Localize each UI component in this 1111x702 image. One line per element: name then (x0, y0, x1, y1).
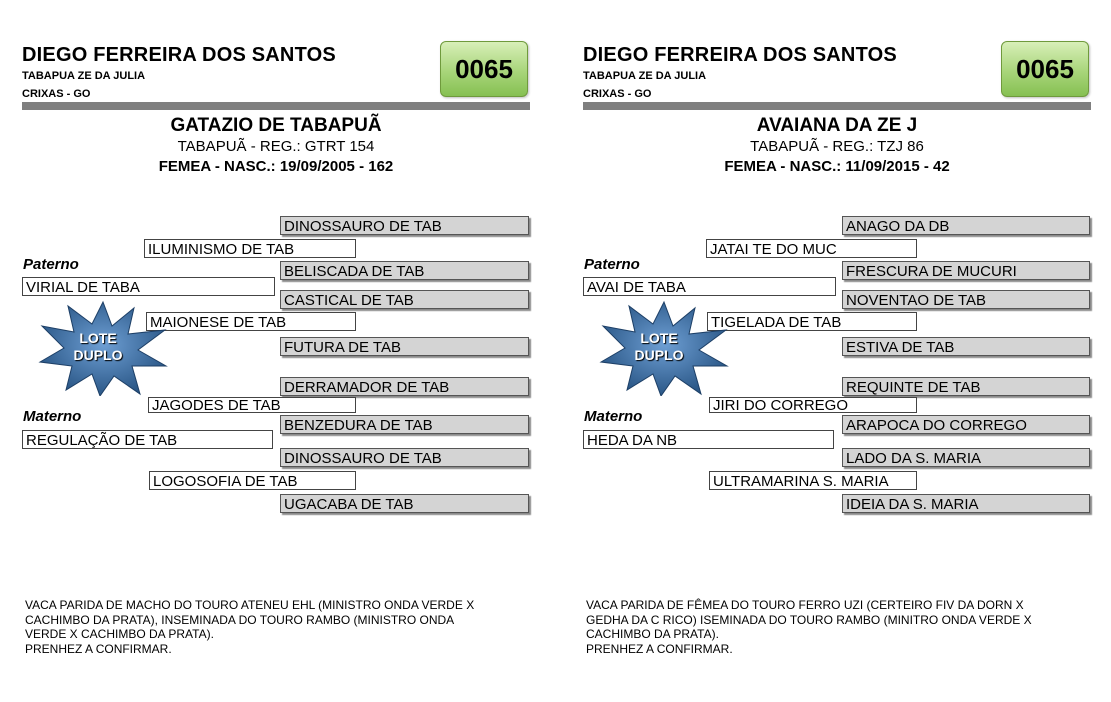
sire: VIRIAL DE TABA (22, 277, 275, 296)
materno-label: Materno (23, 408, 82, 425)
ggp-4: FUTURA DE TAB (280, 337, 529, 356)
animal-name: AVAIANA DA ZE J (756, 115, 918, 136)
sire: AVAI DE TABA (583, 277, 836, 296)
animal-registration: TABAPUÃ - REG.: TZJ 86 (750, 138, 924, 155)
ggp-6: BENZEDURA DE TAB (280, 415, 529, 434)
ggp-7: LADO DA S. MARIA (842, 448, 1090, 467)
ggp-2: BELISCADA DE TAB (280, 261, 529, 280)
ggp-3: NOVENTAO DE TAB (842, 290, 1090, 309)
animal-registration: TABAPUÃ - REG.: GTRT 154 (177, 138, 375, 155)
dam-dam: LOGOSOFIA DE TAB (149, 471, 356, 490)
paterno-label: Paterno (584, 256, 640, 273)
dam-dam: ULTRAMARINA S. MARIA (709, 471, 917, 490)
sire-sire: JATAI TE DO MUC (706, 239, 917, 258)
header-divider (583, 102, 1091, 110)
lot-number-badge: 0065 (1001, 41, 1089, 97)
ggp-1: ANAGO DA DB (842, 216, 1090, 235)
dam-sire: JIRI DO CORREGO (709, 397, 917, 413)
lot-card-right (583, 0, 1103, 702)
ggp-8: UGACABA DE TAB (280, 494, 529, 513)
ggp-6: ARAPOCA DO CORREGO (842, 415, 1090, 434)
dam-sire: JAGODES DE TAB (148, 397, 356, 413)
notes: VACA PARIDA DE FÊMEA DO TOURO FERRO UZI (CERTEIRO FIV DA DORN X GEDHA DA C RICO) ISEMINADA DO TOURO RAMBO (MINITRO ONDA VERDE X CACHIMBO DA PRATA). PRENHEZ A CONFIRMAR. (586, 598, 1032, 656)
lot-number-badge: 0065 (440, 41, 528, 97)
farm-name: TABAPUA ZE DA JULIA (22, 70, 146, 82)
ggp-7: DINOSSAURO DE TAB (280, 448, 529, 467)
city: CRIXAS - GO (583, 88, 652, 100)
badge-text: LOTE DUPLO (73, 330, 123, 363)
dam: HEDA DA NB (583, 430, 834, 449)
ggp-3: CASTICAL DE TAB (280, 290, 529, 309)
sire-dam: TIGELADA DE TAB (707, 312, 917, 331)
ggp-8: IDEIA DA S. MARIA (842, 494, 1090, 513)
sire-dam: MAIONESE DE TAB (146, 312, 356, 331)
city: CRIXAS - GO (22, 88, 91, 100)
notes: VACA PARIDA DE MACHO DO TOURO ATENEU EHL (MINISTRO ONDA VERDE X CACHIMBO DA PRATA), INSEMINADA DO TOURO RAMBO (MINISTRO ONDA VERDE X CACHIMBO DA PRATA). PRENHEZ A CONFIRMAR. (25, 598, 475, 656)
dam: REGULAÇÃO DE TAB (22, 430, 273, 449)
header-divider (22, 102, 530, 110)
paterno-label: Paterno (23, 256, 79, 273)
ggp-5: REQUINTE DE TAB (842, 377, 1090, 396)
badge-text: LOTE DUPLO (634, 330, 684, 363)
sire-sire: ILUMINISMO DE TAB (144, 239, 356, 258)
animal-birth: FEMEA - NASC.: 11/09/2015 - 42 (724, 158, 950, 175)
ggp-5: DERRAMADOR DE TAB (280, 377, 529, 396)
animal-name: GATAZIO DE TABAPUÃ (170, 115, 382, 136)
materno-label: Materno (584, 408, 643, 425)
farm-name: TABAPUA ZE DA JULIA (583, 70, 707, 82)
lot-card-left (22, 0, 542, 702)
owner-name: DIEGO FERREIRA DOS SANTOS (583, 44, 897, 66)
ggp-2: FRESCURA DE MUCURI (842, 261, 1090, 280)
owner-name: DIEGO FERREIRA DOS SANTOS (22, 44, 336, 66)
ggp-4: ESTIVA DE TAB (842, 337, 1090, 356)
ggp-1: DINOSSAURO DE TAB (280, 216, 529, 235)
animal-birth: FEMEA - NASC.: 19/09/2005 - 162 (158, 158, 394, 175)
